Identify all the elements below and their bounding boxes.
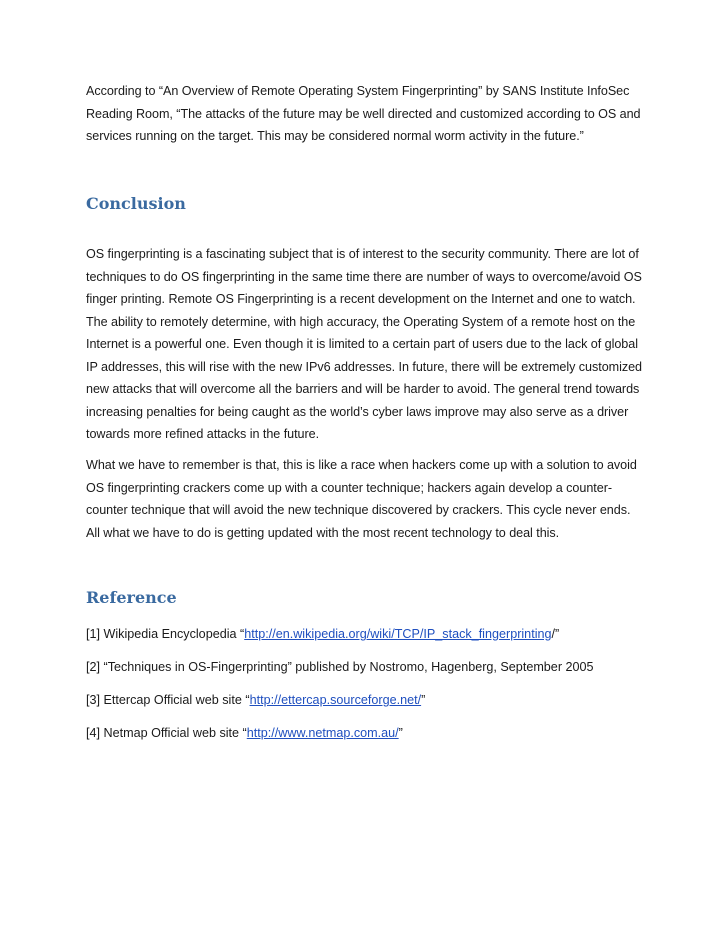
reference-item-1-suffix: /” bbox=[551, 627, 560, 641]
intro-paragraph: According to “An Overview of Remote Operating System Fingerprinting” by SANS Institute InfoSec Reading Room, “The attacks of the future may be well directed and customized according to OS and services running on the target. This may be considered normal worm activity in the future.” bbox=[86, 84, 641, 143]
conclusion-paragraph-1: OS fingerprinting is a fascinating subject that is of interest to the security community. There are lot of techniques to do OS fingerprinting in the same time there are number of ways to overcome/avoid OS finger printing. Remote OS Fingerprinting is a recent development on the Internet and one to watch. The ability to remotely determine, with high accuracy, the Operating System of a remote host on the Internet is a powerful one. Even though it is limited to a certain part of users due to the lack of global IP addresses, this will rise with the new IPv6 addresses. In future, there will be extremely customized new attacks that will overcome all the barriers and will be harder to avoid. The general trend towards increasing penalties for being caught as the world’s cyber laws improve may also serve as a driver towards more refined attacks in the future. bbox=[86, 247, 642, 441]
reference-item-3-prefix: [3] Ettercap Official web site “ bbox=[86, 693, 250, 707]
reference-item-1-link[interactable]: http://en.wikipedia.org/wiki/TCP/IP_stack_fingerprinting bbox=[244, 627, 552, 641]
reference-item-1-prefix: [1] Wikipedia Encyclopedia “ bbox=[86, 627, 245, 641]
reference-item-4 bbox=[86, 724, 686, 742]
conclusion-heading: Conclusion bbox=[86, 194, 186, 213]
reference-item-2-text: [2] “Techniques in OS-Fingerprinting” published by Nostromo, Hagenberg, September 2005 bbox=[86, 660, 594, 674]
reference-item-3-suffix: ” bbox=[421, 693, 426, 707]
reference-item-4-link[interactable]: http://www.netmap.com.au/ bbox=[246, 726, 399, 740]
reference-heading: Reference bbox=[86, 588, 177, 607]
reference-item-2 bbox=[86, 658, 686, 676]
reference-item-4-prefix: [4] Netmap Official web site “ bbox=[86, 726, 247, 740]
reference-item-4-suffix: ” bbox=[398, 726, 403, 740]
reference-item-3 bbox=[86, 691, 686, 709]
conclusion-paragraph-2: What we have to remember is that, this is like a race when hackers come up with a solution to avoid OS fingerprinting crackers come up with a counter technique; hackers again develop a counter-counter technique that will avoid the new technique discovered by crackers. This cycle never ends. All what we have to do is getting updated with the most recent technology to deal this. bbox=[86, 458, 637, 540]
reference-item-3-link[interactable]: http://ettercap.sourceforge.net/ bbox=[249, 693, 422, 707]
reference-item-1 bbox=[86, 625, 686, 643]
